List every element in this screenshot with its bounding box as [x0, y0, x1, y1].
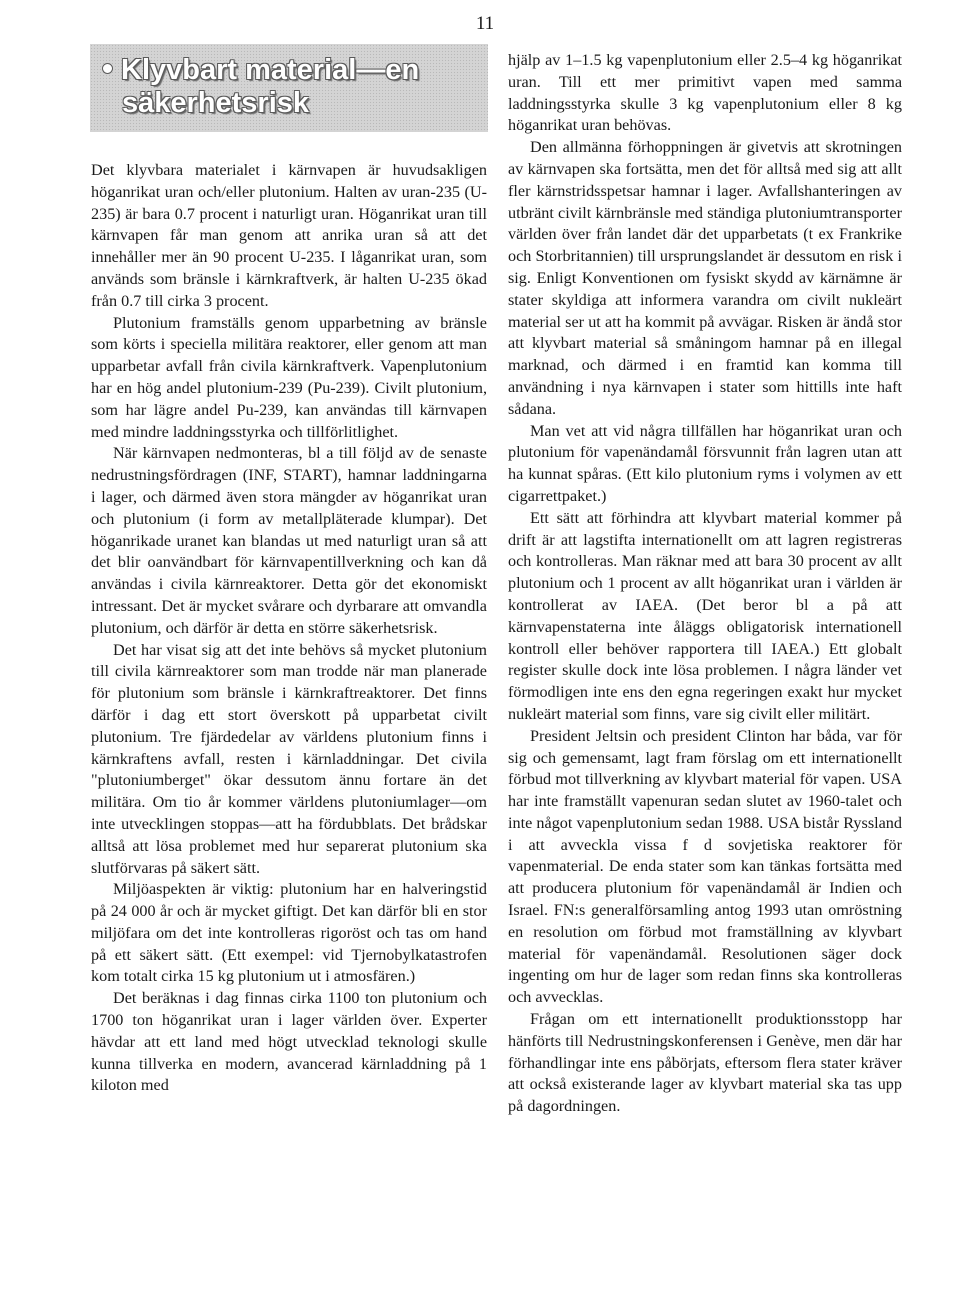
- paragraph: När kärnvapen nedmonteras, bl a till följd av de senaste nedrustningsfördragen (INF, START), hamnar laddningarna i lager, och därmed även stora mängder av höganrikat uran och plutonium (i form av metallpläterade klumpar). Det höganrikade uranet kan blandas ut med naturligt uran så att det blir oanvändbart för kärnvapentillverkning och kan då användas i civila kärnreaktorer. Detta gör det ekonomiskt intressant. Det är mycket svårare och dyrbarare att omvandla plutonium, och därför är detta en större säkerhetsrisk.: [91, 444, 487, 637]
- paragraph: President Jeltsin och president Clinton har båda, var för sig och gemensamt, lagt fram förslag om ett internationellt förbud mot tillverkning av klyvbart material för vapen. USA har inte framställt vapenuran sedan slutet av 1960-talet och inte något vapenplutonium sedan 1988. USA bistår Ryssland i att avveckla vissa f d sovjetiska reaktorer för vapenmaterial. De enda stater som kan tänkas fortsätta med att producera plutonium för vapenändamål är Indien och Israel. FN:s generalförsamling antog 1993 utan omröstning en resolution om förbud mot framställning av klyvbart material för vapenändamål. Resolutionen säger dock ingenting om hur de lager som redan finns ska kontrolleras och avvecklas.: [508, 726, 902, 1007]
- page-number: 11: [475, 13, 495, 34]
- paragraph: hjälp av 1–1.5 kg vapenplutonium eller 2.5–4 kg höganrikat uran. Till ett mer primitivt vapen med samma laddningsstyrka skulle 3 kg vapenplutonium eller 8 kg höganrikat uran behövas.: [508, 51, 902, 135]
- bullet-icon: [102, 63, 113, 74]
- headline-line-1-text: Klyvbart material—en: [121, 54, 420, 86]
- headline-box: [90, 44, 488, 132]
- paragraph: Frågan om ett internationellt produktionsstopp har hänförts till Nedrustningskonferensen i Genève, men där har förhandlingar inte ens påbörjats, eftersom flera stater kräver att också existerande lager av klyvbart material ska tas upp på dagordningen.: [508, 1010, 902, 1116]
- paragraph: Det klyvbara materialet i kärnvapen är huvudsakligen höganrikat uran och/eller plutonium. Halten av uran-235 (U-235) är bara 0.7 procent i naturligt uran. Höganrikat uran till kärnvapen får man genom att anrika uran så att det innehåller mer än 90 procent U-235. I låganrikat uran, som används som bränsle i kärnkraftverk, är halten U-235 ökad från 0.7 till cirka 3 procent.: [91, 161, 487, 310]
- paragraph: Plutonium framställs genom upparbetning av bränsle som körts i speciella militära reaktorer, eller genom att man upparbetar avfall från civila kärnkraftverk. Vapenplutonium har en hög andel plutonium-239 (Pu-239). Civilt plutonium, som har lägre andel Pu-239, kan användas till kärnvapen med mindre laddningsstyrka och tillförlitlighet.: [91, 313, 487, 441]
- paragraph: Det har visat sig att det inte behövs så mycket plutonium till civila kärnreaktorer som man trodde när man planerade för plutonium som bränsle i kärnkraftreaktorer. Det finns därför i dag ett stort överskott på upparbetat civilt plutonium. Tre fjärdedelar av världens plutonium finns i kärnkraftens avfall, resten i kärnladdningar. Det civila "plutoniumberget" ökar dessutom ännu fortare än det militära. Om tio år kommer världens plutoniumlager—om inte utvecklingen stoppas—att ha fördubblats. Det brådskar alltså att lösa problemet med hur separerat plutonium ska slutförvaras på säkert sätt.: [91, 640, 487, 877]
- headline-line-1: [102, 54, 419, 87]
- left-column: [91, 160, 487, 1097]
- paragraph: Ett sätt att förhindra att klyvbart material kommer på drift är att lagstifta internationellt om att lagren registreras och kontrolleras. Man räknar med att bara 30 procent av allt plutonium och 1 procent av allt höganrikat uran i världen är kontrollerat av IAEA. (Det beror bl a på att kärnvapenstaterna inte åläggs obligatorisk internationell kontroll eller behöver rapportera till IAEA.) Ett globalt register skulle dock inte lösa problemen. I några länder vet förmodligen inte ens den egna regeringen exakt hur mycket nukleärt material som finns, vare sig civilt eller militärt.: [508, 508, 902, 723]
- right-column: [508, 50, 902, 1118]
- paragraph: Den allmänna förhoppningen är givetvis att skrotningen av kärnvapen ska fortsätta, men det för alltså med sig att allt fler kärnstridsspetsar hamnar i lager. Avfallshanteringen av utbränt civilt kärnbränsle med ständiga plutoniumtransporter världen över från landet där det upparbetats (t ex Frankrike och Storbritannien) till ursprungslandet är dessutom en risk i sig. Enligt Konventionen om fysiskt skydd av kärnämne är stater skyldiga att informera varandra om civilt nukleärt material ser ut att ha kommit på avvägar. Risken är ändå stor att klyvbart material så småningom hamnar på en illegal marknad, och därmed i en framtid kan komma till användning i nya kärnvapen i stater som hittills inte haft sådana.: [508, 138, 902, 418]
- paragraph: Miljöaspekten är viktig: plutonium har en halveringstid på 24 000 år och är mycket giftigt. Det kan därför bli en stor miljöfara om det inte kontrolleras rigoröst och tas om hand på ett säkert sätt. (Ett exempel: vid Tjernobylkatastrofen kom totalt cirka 15 kg plutonium ut i atmosfären.): [91, 880, 487, 986]
- paragraph: Man vet att vid några tillfällen har höganrikat uran och plutonium för vapenändamål försvunnit från lagren utan att ha kunnat spåras. (Ett kilo plutonium ryms i volymen av ett cigarrettpaket.): [508, 421, 902, 505]
- article-headline: [102, 54, 419, 120]
- headline-line-2: säkerhetsrisk: [122, 87, 310, 119]
- paragraph: Det beräknas i dag finnas cirka 1100 ton plutonium och 1700 ton höganrikat uran i lager världen över. Experter hävdar att ett land med högt utvecklad teknologi skulle kunna tillverka en modern, avancerad kärnladdning på 1 kiloton med: [91, 989, 487, 1095]
